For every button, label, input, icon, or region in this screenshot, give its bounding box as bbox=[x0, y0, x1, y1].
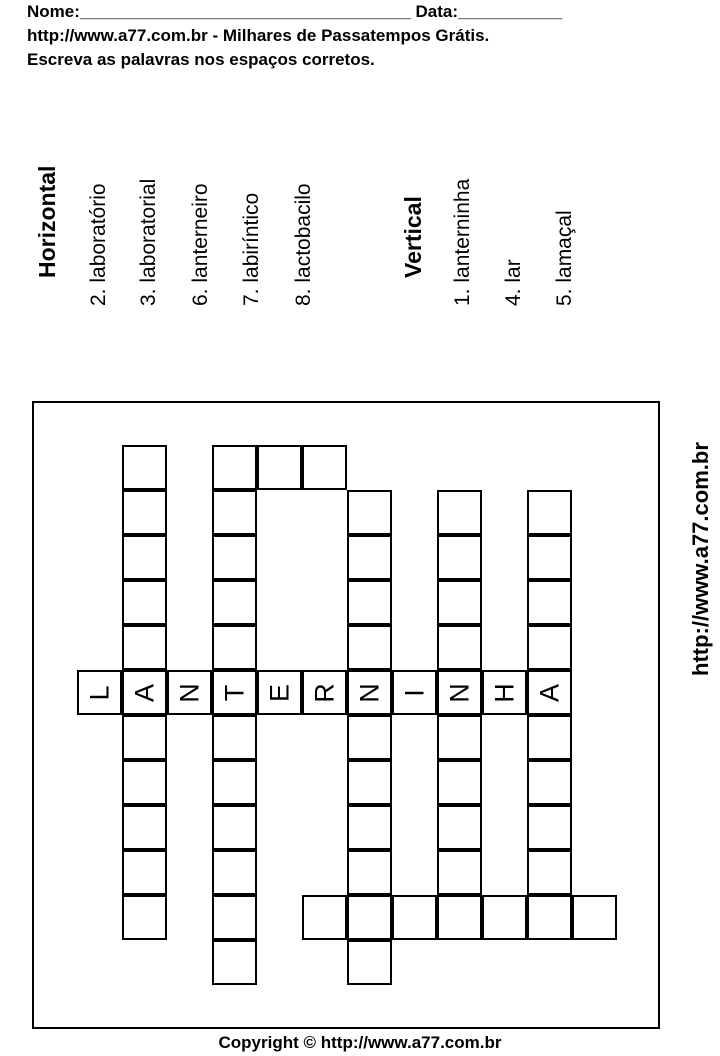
grid-cell[interactable] bbox=[437, 760, 482, 805]
grid-cell[interactable] bbox=[212, 445, 257, 490]
grid-cell[interactable] bbox=[527, 715, 572, 760]
vertical-title: Vertical bbox=[400, 196, 426, 278]
grid-cell[interactable] bbox=[437, 715, 482, 760]
horizontal-title: Horizontal bbox=[34, 165, 60, 278]
grid-cell[interactable] bbox=[212, 805, 257, 850]
grid-cell[interactable] bbox=[482, 895, 527, 940]
hint-letter: I bbox=[399, 688, 429, 697]
grid-cell[interactable] bbox=[347, 625, 392, 670]
grid-cell[interactable] bbox=[347, 670, 392, 715]
copyright-footer: Copyright © http://www.a77.com.br bbox=[218, 1033, 502, 1052]
grid-cell[interactable] bbox=[482, 670, 527, 715]
side-url: http://www.a77.com.br bbox=[688, 442, 713, 676]
grid-cell[interactable] bbox=[347, 535, 392, 580]
instruction: Escreva as palavras nos espaços corretos. bbox=[27, 50, 375, 69]
hint-letter: L bbox=[84, 684, 114, 701]
vertical-clue: 5. lamaçal bbox=[553, 210, 576, 306]
grid-cell[interactable] bbox=[527, 760, 572, 805]
hint-letter: H bbox=[489, 682, 519, 703]
grid-cell[interactable] bbox=[212, 940, 257, 985]
horizontal-clue: 2. laboratório bbox=[87, 183, 110, 306]
vertical-clue: 4. lar bbox=[502, 259, 525, 306]
hint-letter: E bbox=[264, 683, 294, 702]
horizontal-clue: 8. lactobacilo bbox=[292, 183, 315, 306]
grid-cell[interactable] bbox=[392, 895, 437, 940]
grid-cell[interactable] bbox=[437, 850, 482, 895]
name-date-line: Nome:___________________________________ Data:___________ bbox=[27, 2, 563, 21]
grid-cell[interactable] bbox=[77, 670, 122, 715]
grid-cell[interactable] bbox=[527, 895, 572, 940]
hint-letter: T bbox=[219, 684, 249, 701]
grid-cell[interactable] bbox=[527, 580, 572, 625]
grid-cell[interactable] bbox=[527, 490, 572, 535]
grid-cell[interactable] bbox=[527, 535, 572, 580]
grid-cell[interactable] bbox=[527, 850, 572, 895]
grid-cell[interactable] bbox=[122, 535, 167, 580]
grid-cell[interactable] bbox=[527, 805, 572, 850]
grid-cell[interactable] bbox=[392, 670, 437, 715]
grid-cell[interactable] bbox=[437, 625, 482, 670]
hint-letter: A bbox=[129, 683, 159, 702]
hint-letter: N bbox=[354, 682, 384, 703]
grid-cell[interactable] bbox=[347, 940, 392, 985]
grid-cell[interactable] bbox=[347, 805, 392, 850]
grid-cell[interactable] bbox=[212, 670, 257, 715]
grid-cell[interactable] bbox=[212, 580, 257, 625]
grid-cell[interactable] bbox=[122, 580, 167, 625]
vertical-clue: 1. lanterninha bbox=[451, 178, 474, 306]
grid-cell[interactable] bbox=[527, 625, 572, 670]
grid-cell[interactable] bbox=[212, 535, 257, 580]
grid-cell[interactable] bbox=[122, 850, 167, 895]
grid-cell[interactable] bbox=[212, 895, 257, 940]
grid-cell[interactable] bbox=[437, 895, 482, 940]
grid-cell[interactable] bbox=[347, 760, 392, 805]
grid-cell[interactable] bbox=[437, 490, 482, 535]
grid-cell[interactable] bbox=[302, 895, 347, 940]
grid-cell[interactable] bbox=[212, 625, 257, 670]
grid-cell[interactable] bbox=[437, 670, 482, 715]
hint-letter: A bbox=[534, 683, 564, 702]
grid-cell[interactable] bbox=[212, 490, 257, 535]
grid-cell[interactable] bbox=[167, 670, 212, 715]
grid-cell[interactable] bbox=[122, 760, 167, 805]
grid-cell[interactable] bbox=[302, 445, 347, 490]
grid-cell[interactable] bbox=[257, 445, 302, 490]
grid-cell[interactable] bbox=[347, 490, 392, 535]
grid-cell[interactable] bbox=[212, 760, 257, 805]
horizontal-clue: 7. labiríntico bbox=[240, 192, 263, 306]
grid-cell[interactable] bbox=[212, 715, 257, 760]
grid-cell[interactable] bbox=[122, 895, 167, 940]
grid-cell[interactable] bbox=[347, 850, 392, 895]
grid-cell[interactable] bbox=[122, 670, 167, 715]
grid-cell[interactable] bbox=[122, 805, 167, 850]
grid-cell[interactable] bbox=[122, 490, 167, 535]
hint-letter: R bbox=[309, 682, 339, 703]
grid-cell[interactable] bbox=[122, 625, 167, 670]
grid-cell[interactable] bbox=[572, 895, 617, 940]
grid-cell[interactable] bbox=[347, 580, 392, 625]
grid-cell[interactable] bbox=[212, 850, 257, 895]
horizontal-clue: 6. lanterneiro bbox=[189, 183, 212, 306]
site-line: http://www.a77.com.br - Milhares de Passatempos Grátis. bbox=[27, 26, 490, 45]
grid-cell[interactable] bbox=[122, 445, 167, 490]
grid-cell[interactable] bbox=[527, 670, 572, 715]
hint-letter: N bbox=[444, 682, 474, 703]
grid-cell[interactable] bbox=[302, 670, 347, 715]
grid-cell[interactable] bbox=[437, 535, 482, 580]
grid-cell[interactable] bbox=[347, 715, 392, 760]
grid-cell[interactable] bbox=[437, 805, 482, 850]
hint-letter: N bbox=[174, 682, 204, 703]
grid-cell[interactable] bbox=[347, 895, 392, 940]
horizontal-clue: 3. laboratorial bbox=[137, 178, 160, 306]
grid-cell[interactable] bbox=[122, 715, 167, 760]
grid-cell[interactable] bbox=[257, 670, 302, 715]
grid-cell[interactable] bbox=[437, 580, 482, 625]
